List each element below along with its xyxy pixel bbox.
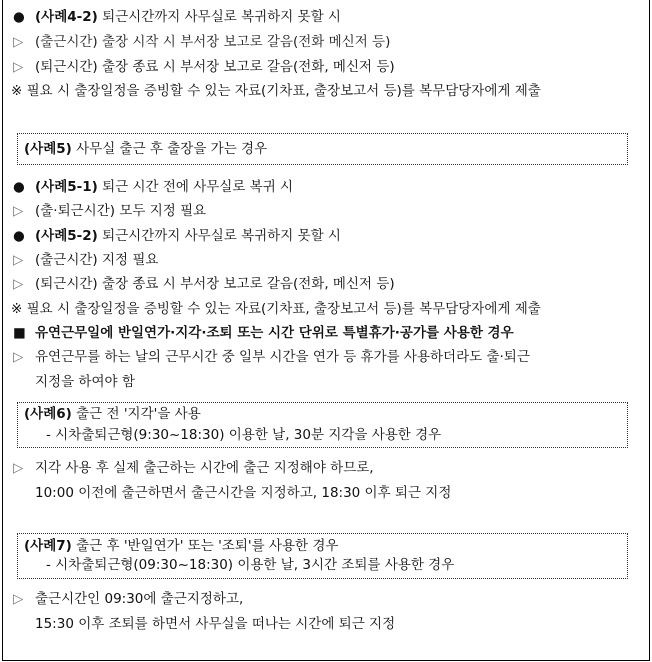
case-7-title	[24, 537, 338, 555]
section-item-a-cont: 지정을 하여야 함	[35, 374, 135, 390]
case-5-1-item-a	[13, 202, 206, 220]
case-4-2-heading	[13, 8, 341, 26]
bullet-icon: ●	[13, 9, 25, 25]
case-text: 퇴근시간까지 사무실로 복귀하지 못할 시	[97, 9, 341, 25]
case-6-item-a	[13, 459, 374, 477]
case-7-box	[17, 533, 628, 579]
triangle-icon: ▷	[13, 460, 24, 476]
square-icon: ■	[13, 325, 26, 341]
note-text: 필요 시 출장일정을 증빙할 수 있는 자료(기차표, 출장보고서 등)를 복무담당자에게 제출	[26, 301, 541, 317]
case-text: 사무실 출근 후 출장을 가는 경우	[71, 141, 268, 157]
case-7-item-a-cont: 15:30 이후 조퇴를 하면서 사무실을 떠나는 시간에 퇴근 지정	[35, 616, 396, 632]
case-label: (사례5)	[24, 141, 72, 157]
document-frame	[2, 0, 650, 661]
item-text: 지각 사용 후 실제 출근하는 시간에 출근 지정해야 하므로,	[35, 460, 374, 476]
case-4-2-item-a	[13, 33, 390, 51]
case-text: 퇴근 시간 전에 사무실로 복귀 시	[97, 179, 294, 195]
case-6-sub: - 시차출퇴근형(9:30~18:30) 이용한 날, 30분 지각을 사용한 경우	[46, 427, 442, 443]
case-5-1-heading	[13, 178, 293, 196]
section-heading	[13, 324, 514, 342]
item-text: (출근시간) 지정 필요	[35, 252, 159, 268]
case-4-2-item-b	[13, 58, 395, 76]
note-mark: ※	[11, 301, 23, 317]
case-label: (사례4-2)	[35, 9, 98, 25]
item-text: (퇴근시간) 출장 종료 시 부서장 보고로 갈음(전화, 메신저 등)	[35, 59, 395, 75]
section-item-a	[13, 348, 530, 366]
case-text: 출근 후 '반일연가' 또는 '조퇴'를 사용한 경우	[71, 538, 339, 554]
note-2	[11, 300, 541, 318]
triangle-icon: ▷	[13, 59, 24, 75]
note-1	[11, 82, 541, 100]
item-text: (출근시간) 출장 시작 시 부서장 보고로 갈음(전화 메신저 등)	[35, 34, 391, 50]
case-text: 출근 전 '지각'을 사용	[71, 406, 201, 422]
item-text: 출근시간인 09:30에 출근지정하고,	[35, 591, 244, 607]
triangle-icon: ▷	[13, 252, 24, 268]
case-label: (사례6)	[24, 406, 72, 422]
case-7-item-a	[13, 590, 243, 608]
triangle-icon: ▷	[13, 349, 24, 365]
case-5-2-heading	[13, 227, 341, 245]
case-label: (사례7)	[24, 538, 72, 554]
triangle-icon: ▷	[13, 591, 24, 607]
case-5-title-box	[17, 133, 628, 165]
item-text: (출·퇴근시간) 모두 지정 필요	[35, 203, 207, 219]
case-6-title	[24, 405, 201, 423]
triangle-icon: ▷	[13, 203, 24, 219]
item-text: 유연근무를 하는 날의 근무시간 중 일부 시간을 연가 등 휴가를 사용하더라도 출·퇴근	[35, 349, 530, 365]
case-label: (사례5-1)	[35, 179, 98, 195]
case-5-2-item-a	[13, 251, 158, 269]
triangle-icon: ▷	[13, 34, 24, 50]
case-6-item-a-cont: 10:00 이전에 출근하면서 출근시간을 지정하고, 18:30 이후 퇴근 지정	[35, 485, 452, 501]
case-text: 퇴근시간까지 사무실로 복귀하지 못할 시	[97, 228, 341, 244]
triangle-icon: ▷	[13, 276, 24, 292]
case-5-title	[24, 140, 267, 158]
case-label: (사례5-2)	[35, 228, 98, 244]
bullet-icon: ●	[13, 179, 25, 195]
case-6-box	[17, 402, 628, 448]
note-text: 필요 시 출장일정을 증빙할 수 있는 자료(기차표, 출장보고서 등)를 복무담당자에게 제출	[26, 83, 541, 99]
item-text: (퇴근시간) 출장 종료 시 부서장 보고로 갈음(전화, 메신저 등)	[35, 276, 395, 292]
bullet-icon: ●	[13, 228, 25, 244]
case-7-sub: - 시차출퇴근형(09:30~18:30) 이용한 날, 3시간 조퇴를 사용한 경우	[46, 557, 455, 573]
case-5-2-item-b	[13, 275, 395, 293]
section-text: 유연근무일에 반일연가·지각·조퇴 또는 시간 단위로 특별휴가·공가를 사용한 경우	[35, 325, 514, 341]
note-mark: ※	[11, 83, 23, 99]
